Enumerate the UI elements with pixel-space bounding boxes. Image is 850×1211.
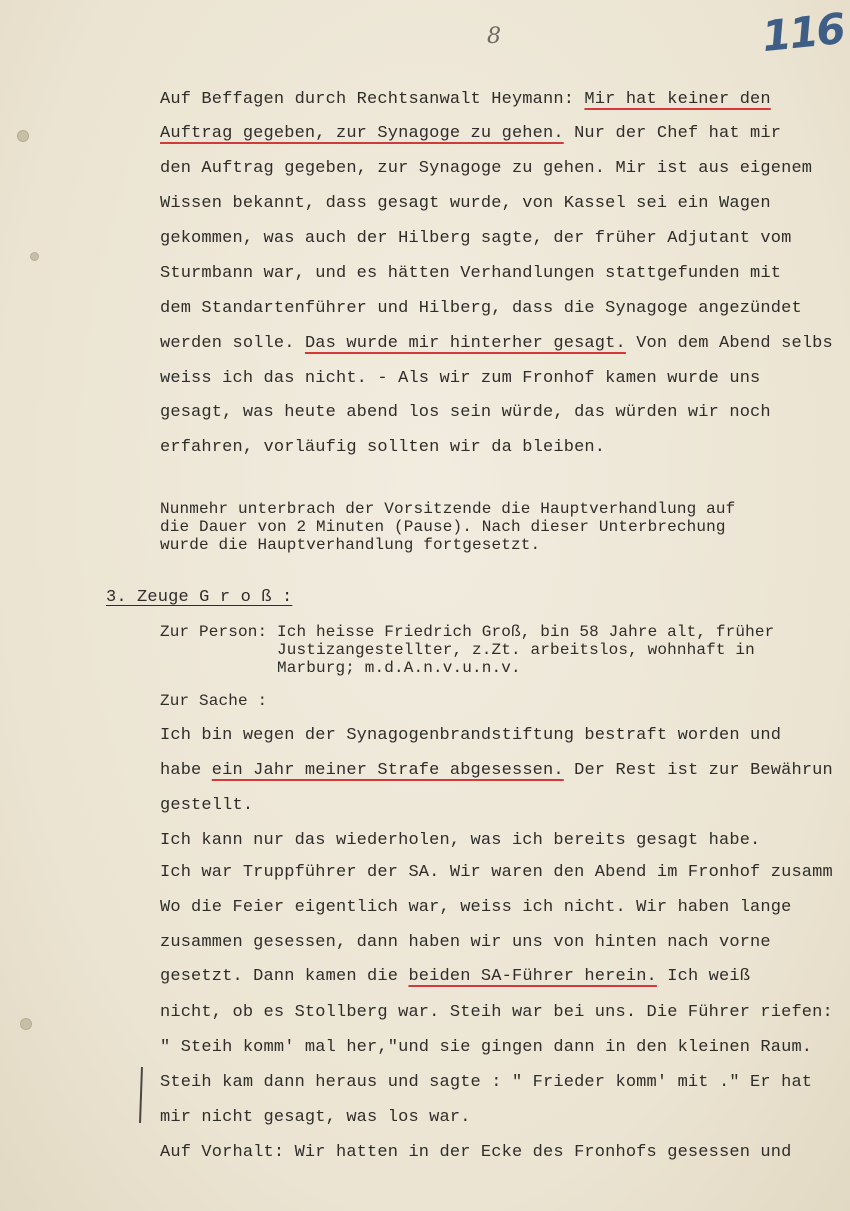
text-line: habe ein Jahr meiner Strafe abgesessen. Der Rest ist zur Bewährun bbox=[160, 761, 833, 780]
text-line: Ich war Truppführer der SA. Wir waren den Abend im Fronhof zusamm bbox=[160, 863, 833, 882]
text-line: gesetzt. Dann kamen die beiden SA-Führer herein. Ich weiß bbox=[160, 967, 751, 986]
text-line: werden solle. Das wurde mir hinterher gesagt. Von dem Abend selbs bbox=[160, 334, 833, 353]
text-line: mir nicht gesagt, was los war. bbox=[160, 1108, 471, 1127]
page-number: 8 bbox=[487, 24, 501, 49]
text-line: Auf Vorhalt: Wir hatten in der Ecke des Fronhofs gesessen und bbox=[160, 1143, 792, 1162]
text-line: Ich kann nur das wiederholen, was ich bereits gesagt habe. bbox=[160, 831, 761, 850]
text-line: Zur Person: Ich heisse Friedrich Groß, bin 58 Jahre alt, früher bbox=[160, 623, 775, 641]
text-line: Justizangestellter, z.Zt. arbeitslos, wohnhaft in bbox=[160, 641, 755, 659]
text-line: gekommen, was auch der Hilberg sagte, der früher Adjutant vom bbox=[160, 229, 792, 248]
punch-hole-mark bbox=[30, 252, 39, 261]
text-line: Auf Beffagen durch Rechtsanwalt Heymann: Mir hat keiner den bbox=[160, 90, 771, 109]
text-line: den Auftrag gegeben, zur Synagoge zu gehen. Mir ist aus eigenem bbox=[160, 159, 813, 178]
text-line: Zur Sache : bbox=[160, 692, 268, 710]
text-line: " Steih komm' mal her,"und sie gingen dann in den kleinen Raum. bbox=[160, 1038, 813, 1057]
text-line: Auftrag gegeben, zur Synagoge zu gehen. Nur der Chef hat mir bbox=[160, 124, 782, 143]
text-line: Marburg; m.d.A.n.v.u.n.v. bbox=[160, 659, 521, 677]
text-line: die Dauer von 2 Minuten (Pause). Nach dieser Unterbrechung bbox=[160, 518, 726, 536]
text-line: gestellt. bbox=[160, 796, 254, 815]
text-line: erfahren, vorläufig sollten wir da bleiben. bbox=[160, 438, 606, 457]
text-line: Wissen bekannt, dass gesagt wurde, von Kassel sei ein Wagen bbox=[160, 194, 771, 213]
archive-number-stamp: 116 bbox=[759, 3, 847, 62]
punch-hole-mark bbox=[20, 1018, 32, 1030]
margin-pencil-mark bbox=[139, 1067, 143, 1123]
punch-hole-mark bbox=[17, 130, 29, 142]
red-underlined-text: Das wurde mir hinterher gesagt. bbox=[304, 334, 626, 353]
text-line: Steih kam dann heraus und sagte : " Frieder komm' mit ." Er hat bbox=[160, 1073, 813, 1092]
text-line: Wo die Feier eigentlich war, weiss ich nicht. Wir haben lange bbox=[160, 898, 792, 917]
text-line: Ich bin wegen der Synagogenbrandstiftung bestraft worden und bbox=[160, 726, 782, 745]
text-line: Sturmbann war, und es hätten Verhandlungen stattgefunden mit bbox=[160, 264, 782, 283]
red-underlined-text: Mir hat keiner den bbox=[584, 90, 771, 109]
text-line: dem Standartenführer und Hilberg, dass die Synagoge angezündet bbox=[160, 299, 802, 318]
witness-heading: 3. Zeuge G r o ß : bbox=[106, 588, 293, 607]
text-line: zusammen gesessen, dann haben wir uns von hinten nach vorne bbox=[160, 933, 771, 952]
text-line: nicht, ob es Stollberg war. Steih war bei uns. Die Führer riefen: bbox=[160, 1003, 833, 1022]
text-line: Nunmehr unterbrach der Vorsitzende die Hauptverhandlung auf bbox=[160, 500, 736, 518]
text-line: gesagt, was heute abend los sein würde, das würden wir noch bbox=[160, 403, 771, 422]
red-underlined-text: Auftrag gegeben, zur Synagoge zu gehen. bbox=[160, 124, 564, 143]
text-line: weiss ich das nicht. - Als wir zum Fronhof kamen wurde uns bbox=[160, 369, 761, 388]
red-underlined-text: ein Jahr meiner Strafe abgesessen. bbox=[211, 761, 564, 780]
red-underlined-text: beiden SA-Führer herein. bbox=[408, 967, 657, 986]
text-line: wurde die Hauptverhandlung fortgesetzt. bbox=[160, 536, 541, 554]
